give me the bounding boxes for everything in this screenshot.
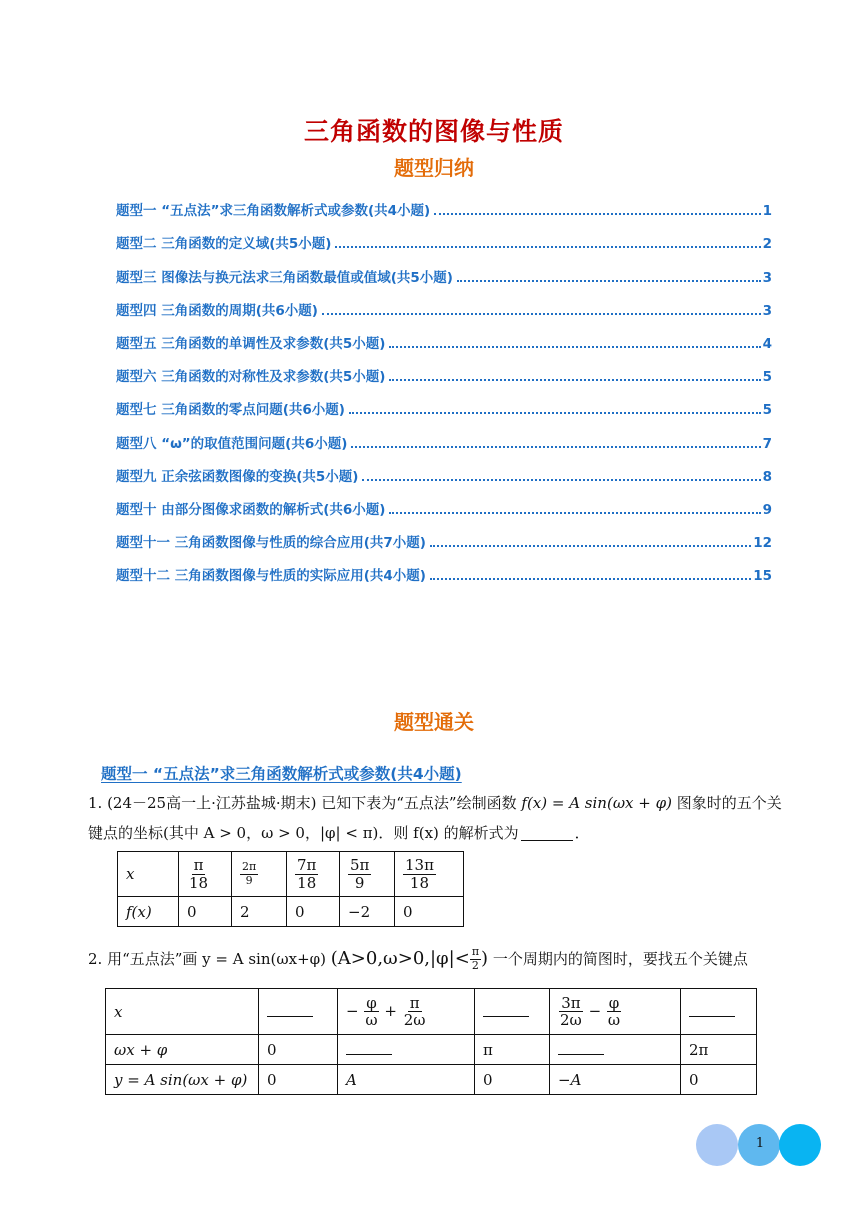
numerator: 3π [561,993,581,1012]
table-cell: 0 [475,1065,550,1095]
table-cell: 0 [395,897,464,927]
numerator: π [409,993,420,1012]
table-cell[interactable] [338,1035,475,1065]
question-2 [88,944,808,974]
denominator: 18 [409,873,430,892]
answer-blank[interactable] [689,1004,735,1017]
toc-entry[interactable] [116,319,772,352]
answer-blank[interactable] [483,1004,529,1017]
fraction [187,857,210,891]
numerator: 5π [350,856,370,874]
cell-value: −A [558,1070,582,1089]
row-head: x [114,1002,123,1021]
toc-entry[interactable] [116,418,772,451]
q1-key-points-table [117,851,464,927]
section-title: 题型通关 [394,710,474,734]
table-cell [338,1065,475,1095]
table-cell [550,1065,681,1095]
toc-entry-label: 题型八 “ω”的取值范围问题(共6小题) [116,435,348,452]
denominator: 9 [354,873,365,892]
toc-leader [389,512,760,514]
q2-text: 2. 用“五点法”画 y = A sin(ωx+φ) [88,950,326,968]
toc-leader [389,379,760,381]
toc-entry[interactable] [116,452,772,485]
plus-sign: + [384,1001,397,1020]
denominator: ω [365,1011,378,1029]
denominator: 2ω [403,1011,426,1029]
page-circle-decoration [696,1124,738,1166]
toc-entry-page: 9 [762,501,772,518]
table-cell: −2 [340,897,395,927]
toc-entry-page: 4 [762,335,772,352]
toc-entry[interactable] [116,518,772,551]
table-cell [106,1035,259,1065]
toc-entry-label: 题型十 由部分图像求函数的解析式(共6小题) [116,501,386,518]
question-type-heading[interactable]: 题型一 “五点法”求三角函数解析式或参数(共4小题) [101,765,462,783]
toc-entry-page: 5 [762,402,772,419]
page-circle-decoration [779,1124,821,1166]
toc-entry[interactable] [116,286,772,319]
toc-title: 题型归纳 [394,156,474,180]
toc-leader [362,479,760,481]
answer-blank[interactable] [521,824,573,841]
numerator: π [193,856,204,874]
row-head: y = A sin(ωx + φ) [114,1070,248,1089]
toc-entry[interactable] [116,551,772,584]
q1-text: 1. (24－25高一上·江苏盐城·期末) 已知下表为“五点法”绘制函数 [88,794,517,812]
question-1-line-1 [88,788,808,818]
table-cell [338,989,475,1035]
table-cell [550,989,681,1035]
table-of-contents [116,186,772,584]
question-1 [88,788,808,848]
toc-entry[interactable] [116,252,772,285]
denominator: 18 [189,873,209,892]
table-row [106,1065,757,1095]
minus-sign: − [588,1001,602,1020]
fraction [606,995,622,1029]
toc-entry-label: 题型三 图像法与换元法求三角函数最值或值域(共5小题) [116,269,453,286]
denominator: ω [607,1011,621,1029]
q1-text: 键点的坐标(其中 A > 0，ω > 0，|φ| < π)．则 f(x) 的解析式为 [88,824,519,842]
toc-entry-label: 题型二 三角函数的定义域(共5小题) [116,236,332,253]
table-cell [340,852,395,897]
table-cell[interactable] [550,1035,681,1065]
table-cell: 0 [259,1035,338,1065]
q1-text: 图象时的五个关 [676,794,782,812]
row-head: ωx + φ [114,1040,168,1059]
table-row [118,852,464,897]
table-cell [118,852,179,897]
table-cell: 2π [681,1035,757,1065]
toc-entry-page: 3 [762,302,772,319]
toc-entry-page: 2 [762,236,772,253]
numerator: φ [608,993,620,1012]
toc-entry[interactable] [116,385,772,418]
toc-entry-label: 题型七 三角函数的零点问题(共6小题) [116,402,345,419]
q1-formula: f(x) = A sin(ωx + φ) [521,794,672,812]
row-head: f(x) [126,902,152,921]
numerator: 13π [405,856,434,874]
table-cell [179,852,232,897]
toc-entry[interactable] [116,219,772,252]
numerator: 2π [242,860,257,874]
row-head: x [126,865,135,883]
numerator: 7π [297,856,317,874]
toc-leader [335,246,760,248]
toc-leader [430,578,751,580]
denominator: 9 [245,873,253,887]
toc-entry[interactable] [116,485,772,518]
table-cell [395,852,464,897]
table-row [106,989,757,1035]
denominator: 18 [297,873,317,892]
table-cell: 0 [681,1065,757,1095]
table-cell[interactable] [259,989,338,1035]
table-row [106,1035,757,1065]
q2-condition-text: (A>0,ω>0,|φ|< [330,948,470,969]
fraction [402,995,428,1029]
toc-entry-page: 5 [762,369,772,386]
toc-leader [322,313,761,315]
table-row [118,897,464,927]
toc-entry[interactable] [116,352,772,385]
q2-condition-text: ) [481,948,489,969]
fraction [295,857,318,891]
table-cell [106,1065,259,1095]
answer-blank[interactable] [346,1042,392,1055]
table-cell [106,989,259,1035]
document-title: 三角函数的图像与性质 [303,117,564,146]
toc-leader [434,213,760,215]
toc-leader [430,545,751,547]
answer-blank[interactable] [267,1004,313,1017]
toc-entry-label: 题型一 “五点法”求三角函数解析式或参数(共4小题) [116,203,431,220]
answer-blank[interactable] [558,1042,604,1055]
q2-key-points-table [105,988,757,1095]
toc-entry-label: 题型四 三角函数的周期(共6小题) [116,302,318,319]
table-cell: 0 [259,1065,338,1095]
q2-condition [330,945,489,972]
toc-entry-page: 7 [762,435,772,452]
table-cell: π [475,1035,550,1065]
toc-entry-label: 题型九 正余弦函数图像的变换(共5小题) [116,468,359,485]
table-cell [232,852,287,897]
table-cell: 0 [179,897,232,927]
denominator: 2ω [560,1011,582,1029]
toc-entry-label: 题型六 三角函数的对称性及求参数(共5小题) [116,369,386,386]
question-1-line-2 [88,818,808,848]
numerator: π [471,945,480,959]
cell-value: A [346,1070,357,1089]
table-cell[interactable] [475,989,550,1035]
toc-entry-page: 15 [753,568,772,585]
toc-leader [349,412,761,414]
table-cell [118,897,179,927]
fraction [403,857,436,891]
fraction [240,861,258,886]
fraction [348,857,371,891]
toc-entry-page: 3 [762,269,772,286]
toc-entry-label: 题型十二 三角函数图像与性质的实际应用(共4小题) [116,568,426,585]
page-number: 1 [755,1136,765,1151]
toc-entry-label: 题型五 三角函数的单调性及求参数(共5小题) [116,335,386,352]
toc-entry[interactable] [116,186,772,219]
table-cell[interactable] [681,989,757,1035]
table-cell: 0 [287,897,340,927]
toc-entry-page: 1 [762,203,772,220]
numerator: φ [366,993,377,1012]
toc-leader [389,346,760,348]
minus-sign: − [346,1001,359,1020]
q2-text: 一个周期内的简图时，要找五个关键点 [492,950,748,968]
toc-leader [457,280,761,282]
fraction [558,995,584,1029]
denominator: 2 [471,958,479,972]
table-cell: 2 [232,897,287,927]
fraction [363,995,379,1029]
fraction [470,946,481,971]
toc-entry-page: 12 [753,535,772,552]
toc-entry-label: 题型十一 三角函数图像与性质的综合应用(共7小题) [116,535,426,552]
q1-text: ． [574,824,590,842]
table-cell [287,852,340,897]
toc-entry-page: 8 [762,468,772,485]
toc-leader [351,446,760,448]
